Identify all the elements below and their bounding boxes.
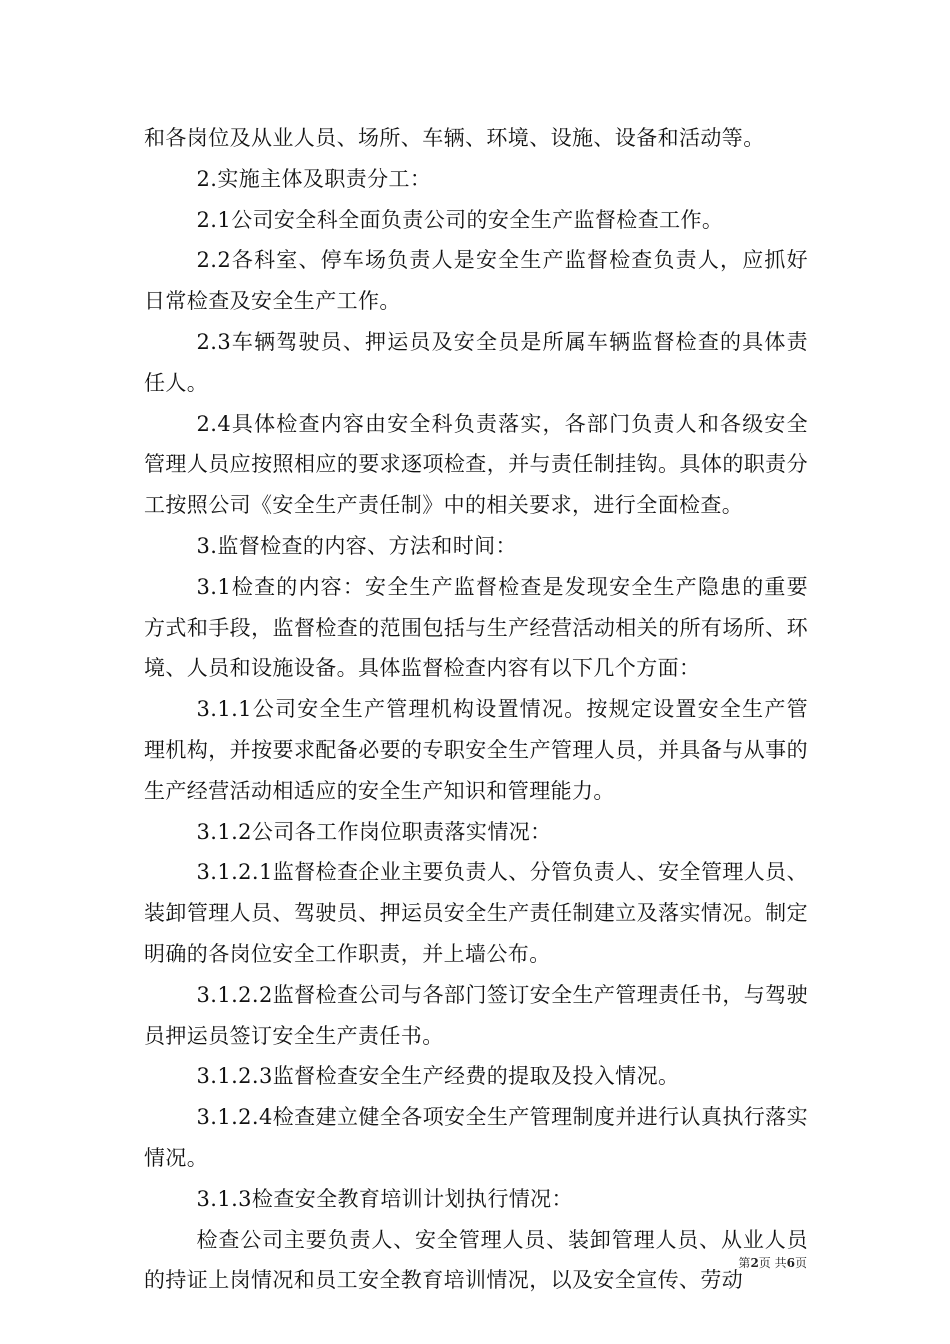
paragraph: 检查公司主要负责人、安全管理人员、装卸管理人员、从业人员的持证上岗情况和员工安全教育培训情况，以及安全宣传、劳动 [144, 1227, 808, 1293]
paragraph: 3.1检查的内容：安全生产监督检查是发现安全生产隐患的重要方式和手段，监督检查的范围包括与生产经营活动相关的所有场所、环境、人员和设施设备。具体监督检查内容有以下几个方面： [144, 574, 808, 681]
paragraph: 3.1.2公司各工作岗位职责落实情况： [196, 819, 552, 844]
paragraph: 3.1.1公司安全生产管理机构设置情况。按规定设置安全生产管理机构，并按要求配备必要的专职安全生产管理人员，并具备与从事的生产经营活动相适应的安全生产知识和管理能力。 [144, 697, 808, 803]
paragraph: 2.3车辆驾驶员、押运员及安全员是所属车辆监督检查的具体责任人。 [144, 329, 808, 395]
footer-total-pages: 6 [786, 1256, 795, 1270]
paragraph: 和各岗位及从业人员、场所、车辆、环境、设施、设备和活动等。 [144, 126, 765, 150]
footer-prefix: 第 [738, 1256, 751, 1270]
section-heading: 3.监督检查的内容、方法和时间： [196, 533, 517, 558]
footer-page-number: 2 [750, 1256, 759, 1270]
paragraph: 3.1.2.3监督检查安全生产经费的提取及投入情况。 [196, 1064, 680, 1089]
footer-suffix: 页 [794, 1256, 807, 1270]
footer-middle: 页 共 [758, 1256, 787, 1270]
paragraph: 3.1.3检查安全教育培训计划执行情况： [196, 1186, 573, 1211]
section-heading: 2.实施主体及职责分工： [196, 166, 432, 191]
paragraph: 3.1.2.4检查建立健全各项安全生产管理制度并进行认真执行落实情况。 [144, 1105, 808, 1170]
paragraph: 2.1公司安全科全面负责公司的安全生产监督检查工作。 [196, 207, 724, 232]
paragraph: 3.1.2.1监督检查企业主要负责人、分管负责人、安全管理人员、装卸管理人员、驾驶员、押运员安全生产责任制建立及落实情况。制定明确的各岗位安全工作职责，并上墙公布。 [144, 860, 808, 966]
page-footer [738, 1255, 807, 1271]
paragraph: 2.4具体检查内容由安全科负责落实，各部门负责人和各级安全管理人员应按照相应的要求逐项检查，并与责任制挂钩。具体的职责分工按照公司《安全生产责任制》中的相关要求，进行全面检查。 [144, 411, 808, 518]
paragraph: 3.1.2.2监督检查公司与各部门签订安全生产管理责任书，与驾驶员押运员签订安全生产责任书。 [144, 982, 808, 1048]
document-body [144, 118, 808, 1301]
paragraph: 2.2各科室、停车场负责人是安全生产监督检查负责人，应抓好日常检查及安全生产工作。 [144, 248, 808, 314]
